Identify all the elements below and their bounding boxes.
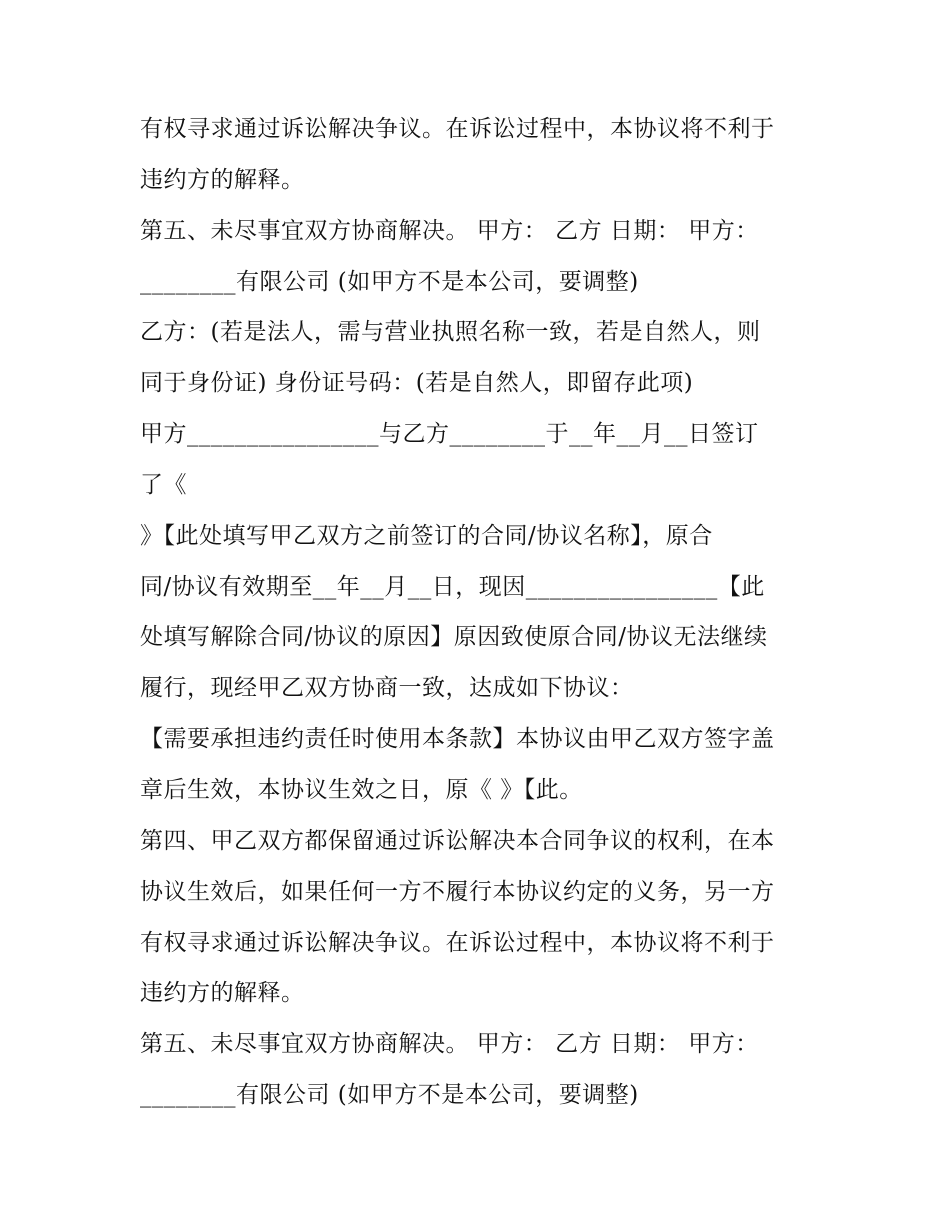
text-line: 有权寻求通过诉讼解决争议。在诉讼过程中，本协议将不利于	[140, 116, 775, 142]
text-line: 有权寻求通过诉讼解决争议。在诉讼过程中，本协议将不利于	[140, 929, 775, 956]
text-line: ________有限公司 (如甲方不是本公司，要调整)	[140, 268, 639, 295]
text-line: 【需要承担违约责任时使用本条款】本协议由甲乙双方签字盖	[140, 726, 775, 753]
text-line: 履行，现经甲乙双方协商一致，达成如下协议：	[140, 675, 634, 702]
text-line: 违约方的解释。	[140, 980, 305, 1007]
text-line: 》【此处填写甲乙双方之前签订的合同/协议名称】，原合	[140, 522, 713, 549]
text-line: 章后生效，本协议生效之日，原《 》【此。	[140, 776, 583, 803]
text-line: 协议生效后，如果任何一方不履行本协议约定的义务，另一方	[140, 878, 775, 905]
text-line: 乙方：(若是法人，需与营业执照名称一致，若是自然人，则	[140, 319, 761, 346]
text-line: 甲方________________与乙方________于__年__月__日签订	[140, 421, 759, 448]
text-line: 第四、甲乙双方都保留通过诉讼解决本合同争议的权利，在本	[140, 827, 775, 854]
text-line: 了《	[140, 471, 187, 498]
text-line: 第五、未尽事宜双方协商解决。 甲方： 乙方 日期： 甲方：	[140, 217, 759, 244]
text-line: 同于身份证) 身份证号码：(若是自然人，即留存此项)	[140, 370, 694, 397]
text-line: 违约方的解释。	[140, 166, 305, 193]
document-page	[140, 104, 820, 1121]
text-line: 处填写解除合同/协议的原因】原因致使原合同/协议无法继续	[140, 624, 768, 651]
text-line: ________有限公司 (如甲方不是本公司，要调整)	[140, 1082, 639, 1109]
text-line: 同/协议有效期至__年__月__日，现因________________【此	[140, 573, 765, 600]
text-line: 第五、未尽事宜双方协商解决。 甲方： 乙方 日期： 甲方：	[140, 1031, 759, 1058]
